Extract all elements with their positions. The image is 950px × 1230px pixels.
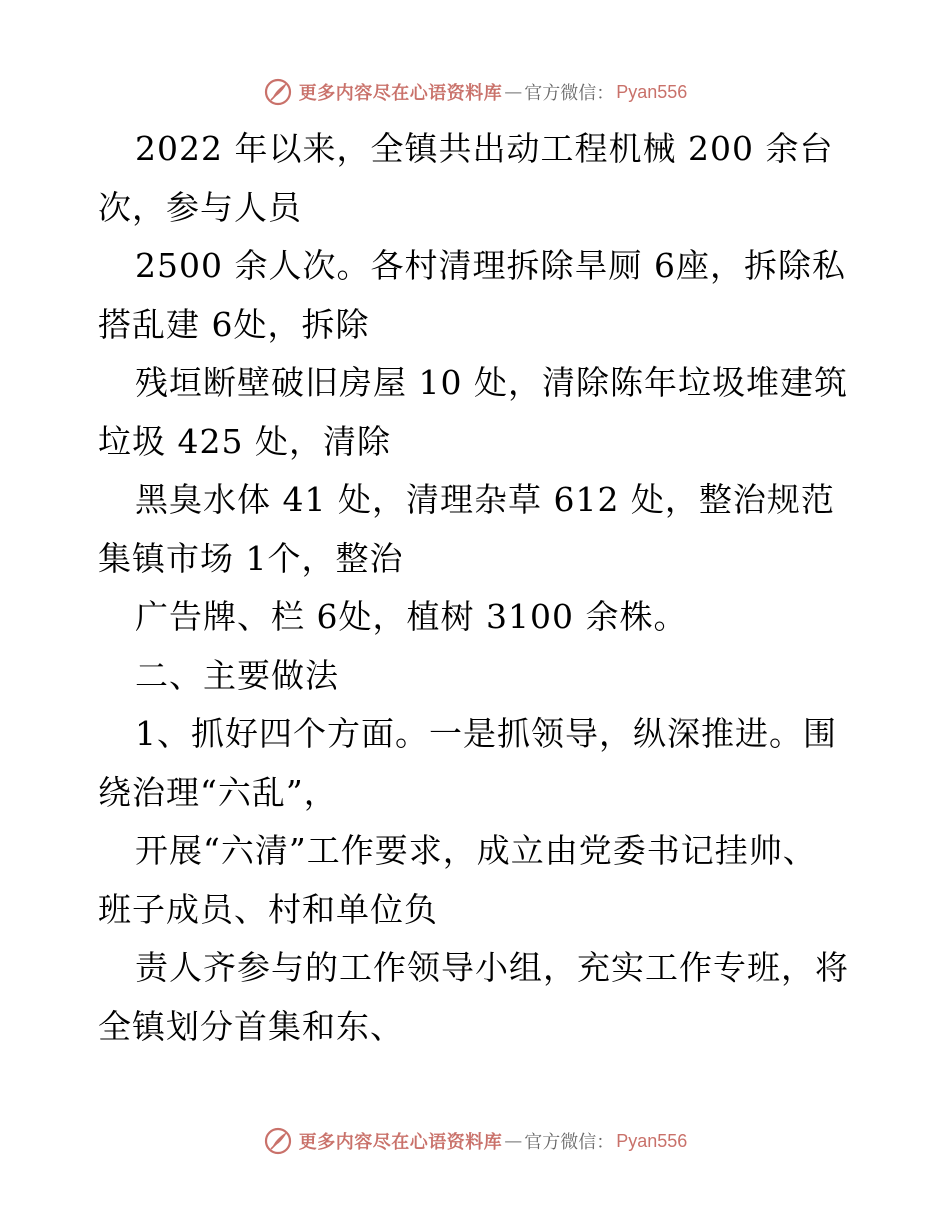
text-line: 残垣断壁破旧房屋 10 处，清除陈年垃圾堆建筑 bbox=[135, 363, 848, 402]
text-line: 集镇市场 1个，整治 bbox=[98, 538, 404, 578]
footer-banner bbox=[0, 1124, 950, 1158]
banner-title: 更多内容尽在心语资料库 bbox=[298, 83, 503, 104]
text-line: 全镇划分首集和东、 bbox=[98, 1006, 404, 1046]
text-line: 开展“六清”工作要求，成立由党委书记挂帅、 bbox=[135, 831, 817, 870]
section-heading: 二、主要做法 bbox=[135, 655, 339, 695]
text-line: 广告牌、栏 6处，植树 3100 余株。 bbox=[135, 597, 688, 636]
quill-logo-icon bbox=[263, 77, 293, 107]
text-line: 搭乱建 6处，拆除 bbox=[98, 304, 370, 344]
text-line: 次，参与人员 bbox=[98, 187, 302, 227]
banner-wechat-id: Pyan556 bbox=[616, 81, 688, 102]
banner-wechat-label: 官方微信： bbox=[524, 1132, 615, 1153]
text-line: 绕治理“六乱”， bbox=[98, 772, 338, 812]
banner-separator: — bbox=[504, 81, 523, 103]
text-line: 班子成员、村和单位负 bbox=[98, 889, 438, 929]
banner-separator: — bbox=[504, 1130, 523, 1152]
quill-logo-icon bbox=[263, 1126, 293, 1156]
text-line: 黑臭水体 41 处，清理杂草 612 处，整治规范 bbox=[135, 480, 835, 519]
banner-title: 更多内容尽在心语资料库 bbox=[298, 1132, 503, 1153]
banner-wechat-id: Pyan556 bbox=[616, 1130, 688, 1151]
text-line: 2500 余人次。各村清理拆除旱厕 6座，拆除私 bbox=[135, 246, 846, 285]
header-banner bbox=[0, 75, 950, 109]
text-line: 责人齐参与的工作领导小组，充实工作专班，将 bbox=[135, 948, 849, 987]
text-line: 垃圾 425 处，清除 bbox=[98, 421, 391, 461]
document-body bbox=[98, 120, 858, 1056]
text-line: 2022 年以来，全镇共出动工程机械 200 余台 bbox=[135, 129, 834, 168]
banner-wechat-label: 官方微信： bbox=[524, 83, 615, 104]
text-line: 1、抓好四个方面。一是抓领导，纵深推进。围 bbox=[135, 714, 837, 753]
